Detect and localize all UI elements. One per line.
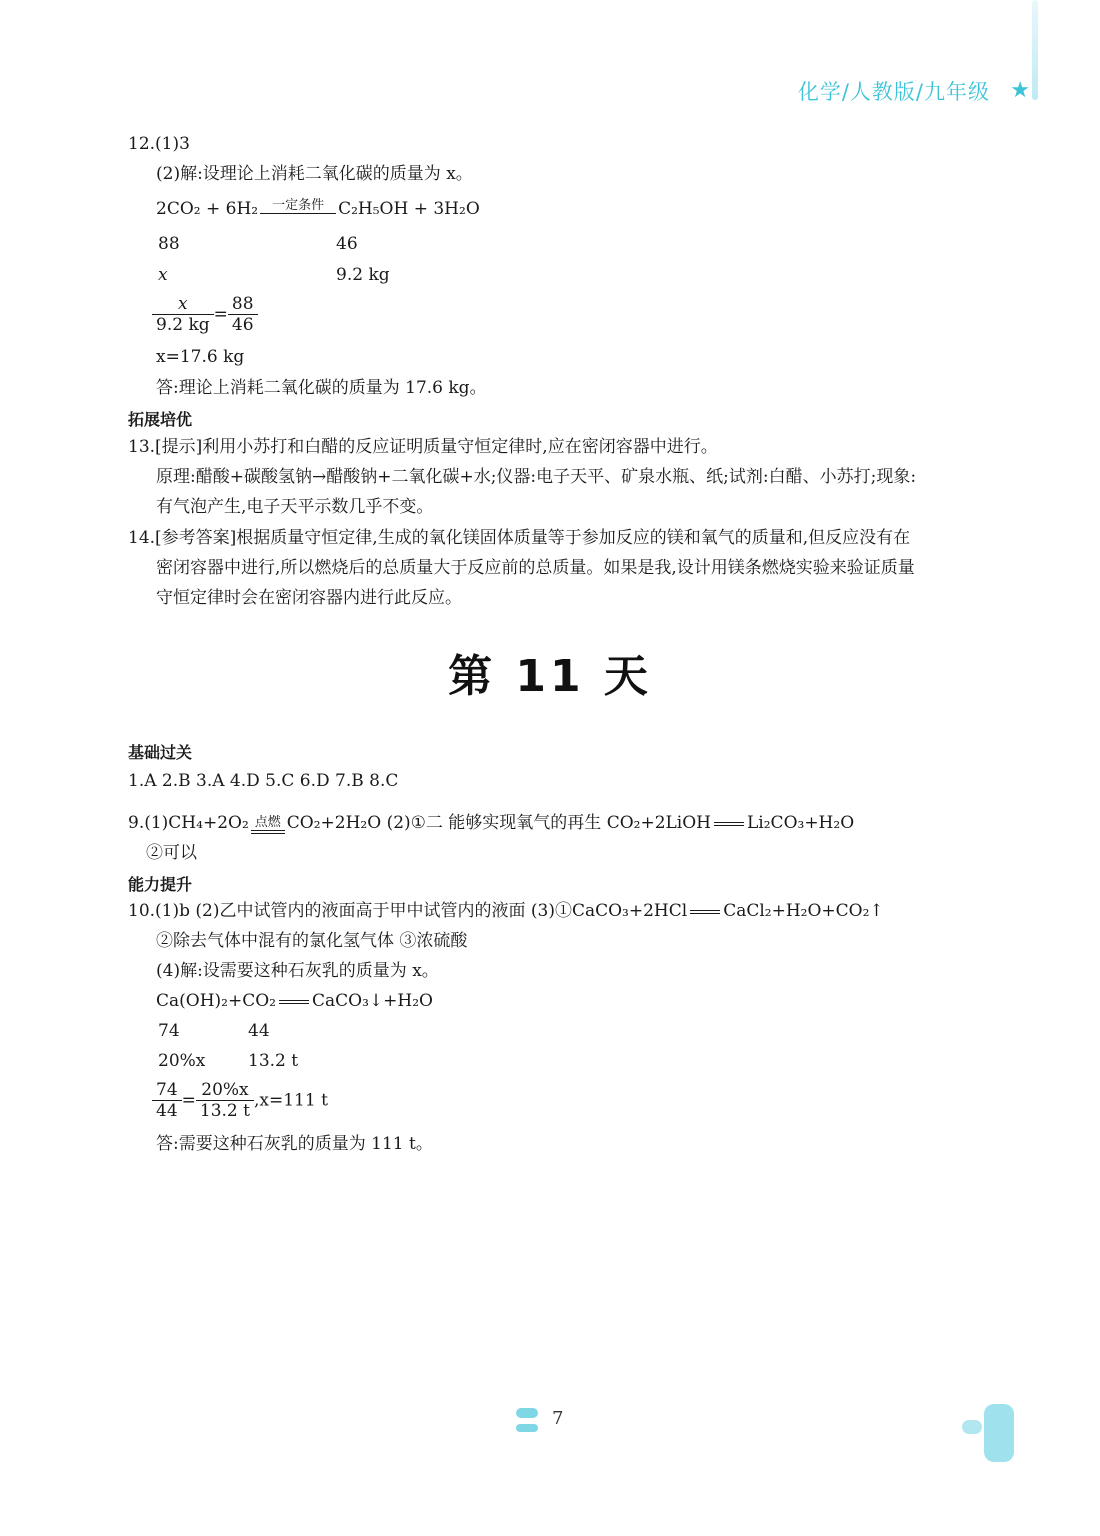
q10-equals-sign-1 bbox=[690, 910, 720, 914]
q9-line2: ②可以 bbox=[146, 843, 197, 863]
q9-part3: Li₂CO₃+H₂O bbox=[747, 813, 855, 833]
q10-answer: 答:需要这种石灰乳的质量为 111 t。 bbox=[156, 1134, 433, 1154]
q10-equals-sign-2 bbox=[279, 1000, 309, 1004]
q9-condition: 点燃 bbox=[251, 816, 285, 834]
q10-proportion: $\frac{74}{44}$ = $\frac{20\%x}{13.2 t}$ ,x=111 t bbox=[152, 1080, 328, 1121]
q12-result: x=17.6 kg bbox=[156, 347, 245, 367]
q10-line1b: CaCl₂+H₂O+CO₂↑ bbox=[723, 901, 884, 921]
q12-answer: 答:理论上消耗二氧化碳的质量为 17.6 kg。 bbox=[156, 378, 487, 398]
q12-frac-left: $\frac{x}{9.2 kg}$ bbox=[152, 294, 214, 335]
q12-part2: (2)解:设理论上消耗二氧化碳的质量为 x。 bbox=[156, 164, 473, 184]
q12-eq-condition: 一定条件 bbox=[260, 199, 336, 220]
q10-unk-b: 13.2 t bbox=[248, 1051, 299, 1071]
q14-line1: 14.[参考答案]根据质量守恒定律,生成的氧化镁固体质量等于参加反应的镁和氧气的质量和,但反应没有在 bbox=[128, 528, 911, 548]
q12-mass-a: 88 bbox=[158, 234, 180, 254]
q10-frac-left: $\frac{74}{44}$ bbox=[152, 1080, 182, 1121]
section-ability-title: 能力提升 bbox=[128, 875, 193, 894]
q10-result: ,x=111 t bbox=[253, 1090, 328, 1111]
q10-line1a: 10.(1)b (2)乙中试管内的液面高于甲中试管内的液面 (3)①CaCO₃+2HCl bbox=[128, 901, 688, 921]
q9-equals-sign bbox=[714, 822, 744, 826]
q10-unk-a: 20%x bbox=[158, 1051, 206, 1071]
q12-frac-right: $\frac{88}{46}$ bbox=[228, 294, 258, 335]
q13-line1: 13.[提示]利用小苏打和白醋的反应证明质量守恒定律时,应在密闭容器中进行。 bbox=[128, 437, 718, 457]
q10-mass-a: 74 bbox=[158, 1021, 180, 1041]
q14-line2: 密闭容器中进行,所以燃烧后的总质量大于反应前的总质量。如果是我,设计用镁条燃烧实验来验证质量 bbox=[156, 558, 915, 578]
corner-mascot-arm-icon bbox=[962, 1420, 982, 1434]
q9-part1: 9.(1)CH₄+2O₂ bbox=[128, 813, 249, 833]
corner-mascot-icon bbox=[984, 1404, 1014, 1462]
q10-equation bbox=[156, 990, 433, 1012]
q10-line3: (4)解:设需要这种石灰乳的质量为 x。 bbox=[156, 961, 439, 981]
q14-line3: 守恒定律时会在密闭容器内进行此反应。 bbox=[156, 588, 462, 608]
answers-1-8: 1.A 2.B 3.A 4.D 5.C 6.D 7.B 8.C bbox=[128, 771, 399, 791]
q9-part2: CO₂+2H₂O (2)①二 能够实现氧气的再生 CO₂+2LiOH bbox=[286, 813, 712, 833]
q12-part1: 12.(1)3 bbox=[128, 134, 190, 154]
header-decoration bbox=[1032, 0, 1038, 100]
footer-decoration-icon bbox=[516, 1408, 538, 1418]
q12-proportion: $\frac{x}{9.2 kg}$ = $\frac{88}{46}$ bbox=[152, 294, 258, 335]
section-extend-title: 拓展培优 bbox=[128, 410, 193, 429]
q10-line1 bbox=[128, 900, 884, 922]
q12-eq-left: 2CO₂ + 6H₂ bbox=[156, 199, 259, 219]
header-title: 化学/人教版/九年级 bbox=[797, 80, 990, 104]
q9-line1 bbox=[128, 812, 854, 834]
day-title: 第 11 天 bbox=[448, 651, 652, 702]
q10-eq-a: Ca(OH)₂+CO₂ bbox=[156, 991, 276, 1011]
section-basic-title: 基础过关 bbox=[128, 743, 193, 762]
q10-line2: ②除去气体中混有的氯化氢气体 ③浓硫酸 bbox=[156, 931, 468, 951]
q12-mass-b: 46 bbox=[336, 234, 358, 254]
q10-mass-b: 44 bbox=[248, 1021, 270, 1041]
q12-unk-b: 9.2 kg bbox=[336, 265, 390, 285]
q12-eq-right: C₂H₅OH + 3H₂O bbox=[338, 199, 480, 219]
page-number: 7 bbox=[552, 1408, 564, 1429]
footer-decoration-icon-2 bbox=[516, 1424, 538, 1432]
q12-equation bbox=[156, 198, 480, 220]
q10-frac-right: $\frac{20\%x}{13.2 t}$ bbox=[196, 1080, 254, 1121]
q10-eq-b: CaCO₃↓+H₂O bbox=[312, 991, 433, 1011]
q13-line3: 有气泡产生,电子天平示数几乎不变。 bbox=[156, 497, 434, 517]
q13-line2: 原理:醋酸+碳酸氢钠→醋酸钠+二氧化碳+水;仪器:电子天平、矿泉水瓶、纸;试剂:白醋、小苏打;现象: bbox=[156, 467, 917, 487]
q12-unk-a: x bbox=[158, 265, 168, 285]
star-icon: ★ bbox=[1010, 78, 1030, 103]
